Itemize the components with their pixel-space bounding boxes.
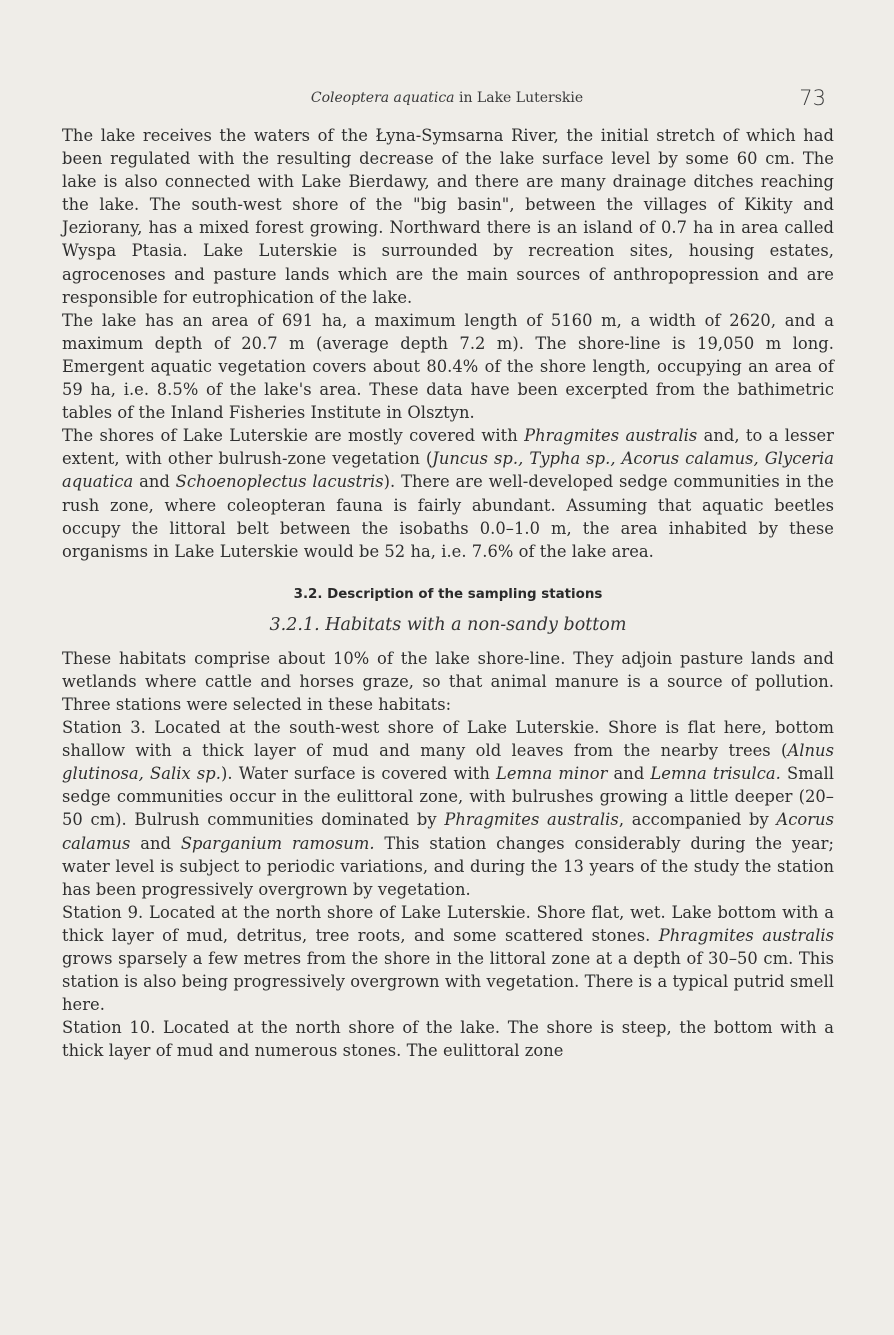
text-run: Small sedge communities occur in the eulittoral zone, with bulrushes growing a little deeper (20–50 cm). Bulrush communities dominated by	[62, 764, 834, 830]
text-run: and	[133, 472, 176, 492]
text-run: grows sparsely a few metres from the shore in the littoral zone at a depth of 30–50 cm. This station is also being progressively overgrown with vegetation. There is a typical putrid smell here.	[62, 949, 834, 1015]
italic-term: Juncus sp., Typha sp., Acorus calamus, Glyceria aquatica	[62, 449, 835, 492]
paragraph-lake-inflow: The lake receives the waters of the Łyna-Symsarna River, the initial stretch of which had been regulated with the resulting decrease of the lake surface level by some 60 cm. The lake is also connected with Lake Bierdawy, and there are many drainage ditches reaching the lake. The south-west shore of the "big basin", between the villages of Kikity and Jeziorany, has a mixed forest growing. Northward there is an island of 0.7 ha in area called Wyspa Ptasia. Lake Luterskie is surrounded by recreation sites, housing estates, agrocenoses and pasture lands which are the main sources of anthropopression and are responsible for eutrophication of the lake.	[62, 126, 834, 307]
text-run: The shores of Lake Luterskie are mostly covered with	[62, 426, 525, 446]
text-run: This station changes considerably during the year; water level is subject to periodic variations, and during the 13 years of the study the station has been progressively overgrown by vegetation.	[62, 833, 834, 899]
italic-term: Schoenoplectus lacustris	[175, 472, 384, 492]
paragraph-station-9	[62, 901, 834, 1016]
italic-term: Alnus glutinosa, Salix sp.	[62, 741, 834, 784]
text-run: Station 3. Located at the south-west shore of Lake Luterskie. Shore is flat here, bottom shallow with a thick layer of mud and many old leaves from the nearby trees (	[62, 718, 834, 761]
paragraph-habitats-intro: These habitats comprise about 10% of the lake shore-line. They adjoin pasture lands and wetlands where cattle and horses graze, so that animal manure is a source of pollution. Three stations were selected in these habitats:	[62, 648, 834, 714]
text-run: Station 9. Located at the north shore of Lake Luterskie. Shore flat, wet. Lake bottom with a thick layer of mud, detritus, tree roots, and some scattered stones.	[62, 902, 834, 945]
italic-term: Sparganium ramosum.	[180, 833, 375, 853]
text-run: and, to a lesser extent, with other bulrush-zone vegetation (	[62, 426, 834, 469]
text-run: , accompanied by	[618, 810, 777, 830]
paragraph-shore-vegetation	[62, 424, 834, 563]
text-run: and	[607, 764, 651, 784]
italic-term: Lemna minor	[495, 764, 608, 784]
paragraph-station-3	[62, 716, 834, 901]
running-title-rest: in Lake Luterskie	[454, 90, 584, 106]
subsection-heading: 3.2.1. Habitats with a non-sandy bottom	[269, 614, 627, 635]
text-run: and	[130, 833, 181, 853]
paragraph-station-10: Station 10. Located at the north shore of the lake. The shore is steep, the bottom with a thick layer of mud and numerous stones. The eulittoral zone	[62, 1018, 834, 1061]
text-run: ). Water surface is covered with	[220, 764, 496, 784]
running-header	[62, 86, 832, 118]
italic-term: Phragmites australis	[444, 810, 619, 830]
paragraph-lake-dimensions: The lake has an area of 691 ha, a maximum length of 5160 m, a width of 2620, and a maximum depth of 20.7 m (average depth 7.2 m). The shore-line is 19,050 m long. Emergent aquatic vegetation covers about 80.4% of the shore length, occupying an area of 59 ha, i.e. 8.5% of the lake's area. These data have been excerpted from the bathimetric tables of the Inland Fisheries Institute in Olsztyn.	[62, 310, 834, 423]
text-run: ). There are well-developed sedge communities in the rush zone, where coleopteran fauna is fairly abundant. Assuming that aquatic beetles occupy the littoral belt between the isobaths 0.0–1.0 m, the area inhabited by these organisms in Lake Luterskie would be 52 ha, i.e. 7.6% of the lake area.	[62, 472, 834, 561]
running-title-italic: Coleoptera aquatica	[310, 90, 455, 106]
italic-term: Lemna trisulca.	[650, 764, 781, 784]
italic-term: Phragmites australis	[524, 426, 698, 446]
italic-term: Acorus calamus	[62, 810, 834, 853]
section-heading: 3.2. Description of the sampling stations	[293, 586, 603, 602]
running-title	[62, 90, 832, 106]
body-text	[62, 124, 834, 1062]
page-number: 73	[799, 86, 826, 110]
italic-term: Phragmites australis	[658, 925, 834, 945]
